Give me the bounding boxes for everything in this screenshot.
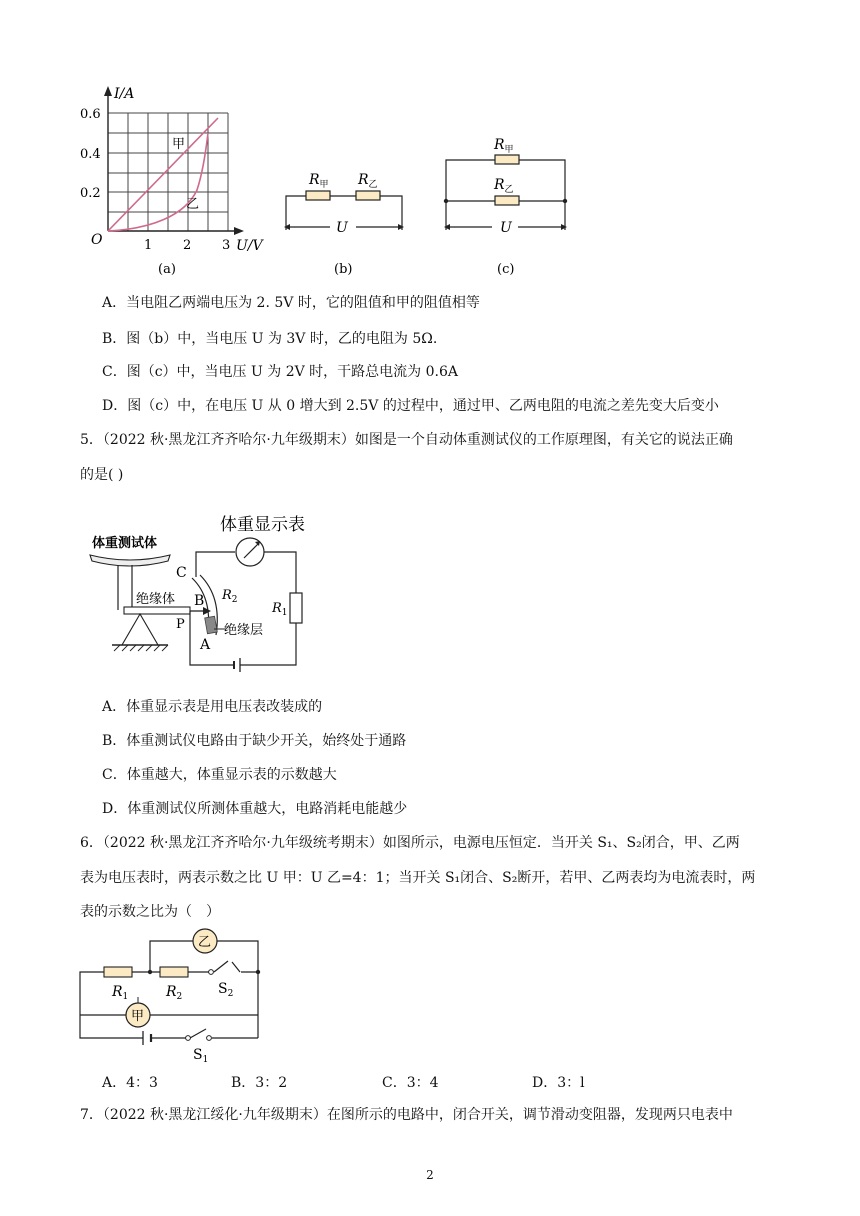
r1-label: $R_1$	[112, 984, 129, 1002]
q6-stem-line2: 表为电压表时，两表示数之比 U 甲：U 乙=4：1；当开关 S₁闭合、S₂断开，若甲、乙两表均为电流表时，两	[80, 870, 756, 886]
q6-option-c: C．3：4	[382, 1075, 439, 1091]
x-axis-label: U/V	[236, 238, 263, 254]
q6-stem-line3: 表的示数之比为（ ）	[80, 904, 220, 920]
display-label: 体重显示表	[220, 515, 305, 535]
svg-text:甲: 甲	[131, 1009, 145, 1024]
svg-text:乙: 乙	[198, 935, 212, 950]
r2-label: $R_2$	[222, 588, 238, 605]
q7-stem-line1: 7．（2022 秋·黑龙江绥化·九年级期末）在图所示的电路中，闭合开关，调节滑动变阻器，发现两只电表中	[80, 1107, 733, 1123]
point-a: A	[200, 637, 211, 653]
y-tick-0.4: 0.4	[80, 147, 101, 162]
u-label-c: U	[500, 220, 512, 236]
q6-option-b: B．3：2	[231, 1075, 288, 1091]
resistor-r2	[160, 967, 188, 977]
q5-stem-line1: 5．（2022 秋·黑龙江齐齐哈尔·九年级期末）如图是一个自动体重测试仪的工作原理图，有关它的说法正确	[80, 432, 733, 448]
q6-option-a: A．4：3	[102, 1075, 158, 1091]
r-yi-label-c: $R_乙$	[494, 177, 514, 195]
r2-label: $R_2$	[166, 984, 183, 1002]
q4-option-d: D．图（c）中，在电压 U 从 0 增大到 2.5V 的过程中，通过甲、乙两电阻的电流之差先变大后变小	[102, 398, 719, 414]
point-c: C	[176, 565, 187, 581]
s2-label: $S_2$	[218, 981, 234, 999]
figure-5	[0, 505, 860, 675]
point-b: B	[194, 593, 205, 609]
q4-option-a: A．当电阻乙两端电压为 2. 5V 时，它的阻值和甲的阻值相等	[102, 295, 480, 311]
x-tick-2: 2	[183, 238, 192, 253]
y-tick-0.2: 0.2	[80, 186, 101, 201]
r-jia-label-c: $R_甲$	[494, 137, 514, 155]
r-yi-label-b: $R_乙$	[358, 172, 378, 190]
q4-option-c: C．图（c）中，当电压 U 为 2V 时，干路总电流为 0.6A	[102, 364, 458, 380]
u-label-b: U	[336, 220, 348, 236]
y-tick-0.6: 0.6	[80, 107, 101, 122]
origin-label: O	[91, 232, 103, 248]
q6-stem-line1: 6．（2022 秋·黑龙江齐齐哈尔·九年级统考期末）如图所示，电源电压恒定．当开关 S₁、S₂闭合，甲、乙两	[80, 835, 740, 851]
caption-b: (b)	[334, 262, 353, 277]
q5-option-c: C．体重越大，体重显示表的示数越大	[102, 767, 337, 783]
figure-4	[0, 0, 860, 290]
r1-label: $R_1$	[272, 601, 288, 618]
iu-graph	[80, 86, 265, 277]
figure-6	[0, 925, 860, 1065]
q4-option-b: B．图（b）中，当电压 U 为 3V 时，乙的电阻为 5Ω.	[102, 331, 438, 347]
q5-stem-line2: 的是( )	[80, 467, 124, 483]
resistor-r1	[104, 967, 132, 977]
q5-option-d: D．体重测试仪所测体重越大，电路消耗电能越少	[102, 801, 408, 817]
curve-b-label: 乙	[186, 197, 200, 212]
insulating-layer-label: 绝缘层	[224, 623, 264, 638]
x-tick-3: 3	[222, 238, 231, 253]
q6-option-d: D．3：l	[532, 1075, 585, 1091]
insulator-label: 绝缘体	[136, 592, 176, 607]
point-p: P	[176, 617, 185, 632]
caption-a: (a)	[158, 262, 176, 277]
x-tick-1: 1	[144, 238, 153, 253]
q5-option-a: A．体重显示表是用电压表改装成的	[102, 699, 323, 715]
platform-label: 体重测试体	[92, 536, 158, 551]
q5-option-b: B．体重测试仪电路由于缺少开关，始终处于通路	[102, 733, 407, 749]
caption-c: (c)	[497, 262, 515, 277]
s1-label: $S_1$	[193, 1047, 209, 1065]
page-number: 2	[426, 1168, 434, 1182]
y-axis-label: I/A	[114, 86, 135, 102]
curve-a-label: 甲	[172, 137, 186, 152]
r-jia-label-b: $R_甲$	[309, 172, 329, 190]
